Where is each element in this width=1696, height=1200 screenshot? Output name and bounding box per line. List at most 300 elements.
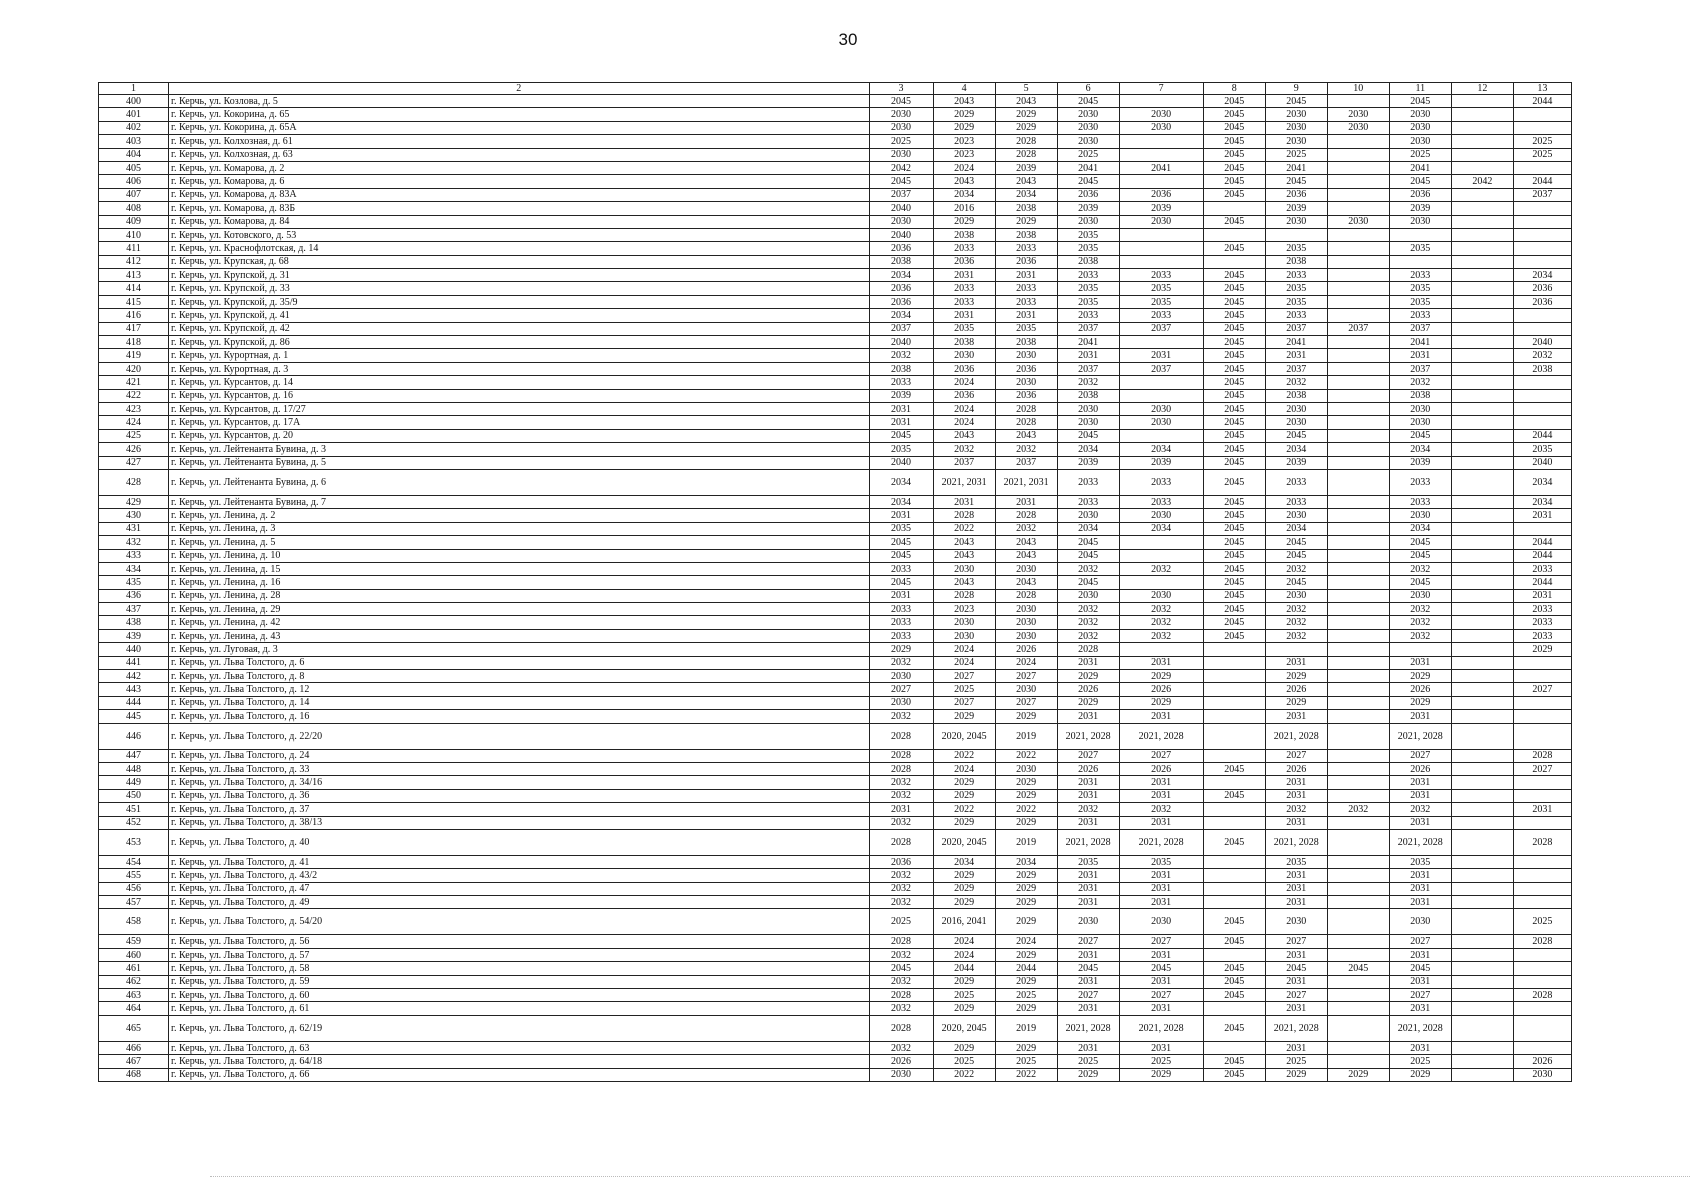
year-cell: 2028 <box>1513 935 1571 948</box>
address-cell: г. Керчь, ул. Льва Толстого, д. 6 <box>169 656 869 669</box>
year-cell: 2037 <box>1057 362 1119 375</box>
year-cell: 2043 <box>995 429 1057 442</box>
year-cell: 2035 <box>1119 282 1203 295</box>
year-cell: 2030 <box>1057 135 1119 148</box>
year-cell: 2034 <box>869 309 933 322</box>
year-cell: 2035 <box>1057 295 1119 308</box>
table-row <box>99 443 1572 456</box>
year-cell: 2027 <box>1389 749 1451 762</box>
row-number-cell: 410 <box>99 228 169 241</box>
year-cell <box>1203 749 1265 762</box>
year-cell: 2030 <box>1389 215 1451 228</box>
address-cell: г. Керчь, ул. Льва Толстого, д. 36 <box>169 789 869 802</box>
table-row <box>99 629 1572 642</box>
year-cell: 2034 <box>1513 495 1571 508</box>
year-cell <box>1513 242 1571 255</box>
table-row <box>99 816 1572 829</box>
year-cell <box>1451 1015 1513 1041</box>
year-cell: 2040 <box>869 456 933 469</box>
year-cell <box>1327 989 1389 1002</box>
row-number-cell: 457 <box>99 896 169 909</box>
year-cell: 2028 <box>995 589 1057 602</box>
year-cell: 2032 <box>869 975 933 988</box>
year-cell <box>1451 710 1513 723</box>
year-cell: 2030 <box>1389 135 1451 148</box>
year-cell: 2037 <box>1265 322 1327 335</box>
year-cell: 2031 <box>933 495 995 508</box>
year-cell: 2037 <box>1057 322 1119 335</box>
year-cell: 2024 <box>995 656 1057 669</box>
year-cell: 2029 <box>933 896 995 909</box>
year-cell <box>1119 95 1203 108</box>
year-cell: 2045 <box>1203 576 1265 589</box>
table-row <box>99 855 1572 868</box>
year-cell <box>1451 215 1513 228</box>
year-cell <box>1327 416 1389 429</box>
year-cell: 2028 <box>869 723 933 749</box>
year-cell: 2031 <box>1119 816 1203 829</box>
year-cell: 2024 <box>933 161 995 174</box>
year-cell: 2032 <box>1265 376 1327 389</box>
year-cell <box>1203 670 1265 683</box>
year-cell <box>1327 603 1389 616</box>
year-cell: 2030 <box>1327 108 1389 121</box>
year-cell: 2034 <box>1057 443 1119 456</box>
year-cell: 2027 <box>1265 935 1327 948</box>
year-cell: 2035 <box>1389 282 1451 295</box>
year-cell <box>1327 188 1389 201</box>
year-cell: 2033 <box>995 282 1057 295</box>
year-cell: 2045 <box>1203 389 1265 402</box>
table-row <box>99 456 1572 469</box>
year-cell: 2045 <box>1265 95 1327 108</box>
year-cell <box>1451 948 1513 961</box>
year-cell: 2033 <box>1057 269 1119 282</box>
year-cell <box>1327 429 1389 442</box>
row-number-cell: 420 <box>99 362 169 375</box>
year-cell <box>1327 1015 1389 1041</box>
table-row <box>99 562 1572 575</box>
row-number-cell: 438 <box>99 616 169 629</box>
year-cell <box>1327 816 1389 829</box>
table-row <box>99 829 1572 855</box>
year-cell <box>1451 1055 1513 1068</box>
address-cell: г. Керчь, ул. Лейтенанта Бувина, д. 7 <box>169 495 869 508</box>
year-cell: 2033 <box>1057 469 1119 495</box>
address-cell: г. Керчь, ул. Комарова, д. 83А <box>169 188 869 201</box>
year-cell: 2031 <box>1057 869 1119 882</box>
year-cell: 2045 <box>1203 175 1265 188</box>
year-cell: 2030 <box>1057 121 1119 134</box>
year-cell: 2033 <box>1265 469 1327 495</box>
year-cell: 2045 <box>1265 175 1327 188</box>
year-cell: 2027 <box>1057 989 1119 1002</box>
year-cell: 2045 <box>1203 762 1265 775</box>
year-cell: 2024 <box>933 656 995 669</box>
table-body <box>99 95 1572 1082</box>
year-cell: 2036 <box>1513 282 1571 295</box>
year-cell: 2045 <box>869 962 933 975</box>
year-cell: 2033 <box>1119 269 1203 282</box>
address-cell: г. Керчь, ул. Льва Толстого, д. 49 <box>169 896 869 909</box>
year-cell: 2045 <box>869 549 933 562</box>
year-cell <box>1327 228 1389 241</box>
year-cell: 2035 <box>1265 282 1327 295</box>
year-cell: 2045 <box>1057 549 1119 562</box>
table-row <box>99 215 1572 228</box>
year-cell: 2030 <box>1119 909 1203 935</box>
year-cell: 2029 <box>995 909 1057 935</box>
year-cell: 2021, 2028 <box>1057 829 1119 855</box>
year-cell: 2045 <box>1203 362 1265 375</box>
year-cell: 2035 <box>1057 855 1119 868</box>
year-cell: 2030 <box>1389 416 1451 429</box>
address-cell: г. Керчь, ул. Льва Толстого, д. 43/2 <box>169 869 869 882</box>
address-cell: г. Керчь, ул. Крупской, д. 86 <box>169 336 869 349</box>
year-cell: 2043 <box>933 429 995 442</box>
year-cell <box>1327 255 1389 268</box>
year-cell: 2045 <box>1119 962 1203 975</box>
address-cell: г. Керчь, ул. Льва Толстого, д. 37 <box>169 803 869 816</box>
table-row <box>99 696 1572 709</box>
year-cell: 2030 <box>869 108 933 121</box>
year-cell <box>1513 322 1571 335</box>
year-cell: 2036 <box>1513 295 1571 308</box>
year-cell: 2033 <box>1513 603 1571 616</box>
row-number-cell: 402 <box>99 121 169 134</box>
year-cell: 2031 <box>1265 869 1327 882</box>
year-cell: 2035 <box>1389 855 1451 868</box>
year-cell <box>1451 121 1513 134</box>
year-cell: 2025 <box>1513 135 1571 148</box>
year-cell: 2031 <box>1119 1002 1203 1015</box>
year-cell: 2022 <box>995 1068 1057 1081</box>
year-cell <box>1119 135 1203 148</box>
year-cell <box>1451 962 1513 975</box>
year-cell: 2032 <box>869 948 933 961</box>
year-cell: 2032 <box>1119 616 1203 629</box>
year-cell: 2041 <box>1265 161 1327 174</box>
year-cell: 2036 <box>1057 188 1119 201</box>
year-cell: 2045 <box>1203 269 1265 282</box>
year-cell: 2036 <box>995 389 1057 402</box>
year-cell: 2038 <box>869 255 933 268</box>
year-cell: 2030 <box>1265 909 1327 935</box>
address-cell: г. Керчь, ул. Курортная, д. 1 <box>169 349 869 362</box>
year-cell <box>1203 643 1265 656</box>
year-cell: 2021, 2028 <box>1265 1015 1327 1041</box>
year-cell: 2031 <box>1265 882 1327 895</box>
address-cell: г. Керчь, ул. Курсантов, д. 20 <box>169 429 869 442</box>
year-cell: 2036 <box>995 255 1057 268</box>
year-cell <box>1327 696 1389 709</box>
row-number-cell: 461 <box>99 962 169 975</box>
year-cell: 2027 <box>1265 749 1327 762</box>
year-cell: 2033 <box>1389 309 1451 322</box>
year-cell: 2034 <box>1513 269 1571 282</box>
year-cell <box>1327 789 1389 802</box>
year-cell: 2029 <box>1389 696 1451 709</box>
year-cell: 2040 <box>1513 336 1571 349</box>
table-row <box>99 723 1572 749</box>
year-cell: 2027 <box>1513 683 1571 696</box>
row-number-cell: 417 <box>99 322 169 335</box>
year-cell: 2028 <box>869 1015 933 1041</box>
year-cell: 2035 <box>1119 855 1203 868</box>
year-cell <box>1327 683 1389 696</box>
year-cell <box>1327 855 1389 868</box>
year-cell: 2029 <box>995 869 1057 882</box>
year-cell <box>1451 909 1513 935</box>
year-cell: 2032 <box>1265 562 1327 575</box>
table-row <box>99 762 1572 775</box>
year-cell: 2024 <box>933 643 995 656</box>
year-cell <box>1513 855 1571 868</box>
year-cell <box>1327 829 1389 855</box>
year-cell: 2045 <box>1203 589 1265 602</box>
year-cell <box>1451 95 1513 108</box>
column-header-6: 6 <box>1057 83 1119 95</box>
year-cell: 2039 <box>869 389 933 402</box>
year-cell <box>1451 495 1513 508</box>
row-number-cell: 450 <box>99 789 169 802</box>
year-cell <box>1327 776 1389 789</box>
row-number-cell: 431 <box>99 522 169 535</box>
year-cell: 2037 <box>1265 362 1327 375</box>
year-cell <box>1513 255 1571 268</box>
year-cell: 2045 <box>1203 975 1265 988</box>
year-cell <box>1451 896 1513 909</box>
year-cell <box>1451 789 1513 802</box>
row-number-cell: 448 <box>99 762 169 775</box>
year-cell: 2031 <box>1265 948 1327 961</box>
year-cell: 2038 <box>1057 255 1119 268</box>
year-cell <box>1451 376 1513 389</box>
address-cell: г. Керчь, ул. Ленина, д. 15 <box>169 562 869 575</box>
address-cell: г. Керчь, ул. Ленина, д. 28 <box>169 589 869 602</box>
year-cell: 2031 <box>1119 975 1203 988</box>
address-cell: г. Керчь, ул. Ленина, д. 42 <box>169 616 869 629</box>
year-cell: 2030 <box>1119 402 1203 415</box>
row-number-cell: 400 <box>99 95 169 108</box>
year-cell: 2031 <box>1389 656 1451 669</box>
year-cell: 2045 <box>1203 789 1265 802</box>
year-cell <box>1513 962 1571 975</box>
year-cell: 2032 <box>1265 603 1327 616</box>
year-cell: 2042 <box>1451 175 1513 188</box>
year-cell <box>1451 803 1513 816</box>
year-cell: 2033 <box>1265 309 1327 322</box>
year-cell <box>1451 975 1513 988</box>
address-cell: г. Керчь, ул. Льва Толстого, д. 8 <box>169 670 869 683</box>
year-cell: 2030 <box>869 121 933 134</box>
year-cell: 2032 <box>1265 803 1327 816</box>
year-cell: 2026 <box>1119 762 1203 775</box>
year-cell <box>1513 402 1571 415</box>
row-number-cell: 466 <box>99 1041 169 1054</box>
column-header-2: 2 <box>169 83 869 95</box>
year-cell: 2021, 2031 <box>933 469 995 495</box>
table-row <box>99 148 1572 161</box>
year-cell: 2029 <box>995 1041 1057 1054</box>
year-cell <box>1451 762 1513 775</box>
year-cell: 2034 <box>995 188 1057 201</box>
row-number-cell: 422 <box>99 389 169 402</box>
row-number-cell: 460 <box>99 948 169 961</box>
year-cell <box>1327 135 1389 148</box>
year-cell: 2035 <box>1389 295 1451 308</box>
address-cell: г. Керчь, ул. Ленина, д. 43 <box>169 629 869 642</box>
year-cell: 2043 <box>995 536 1057 549</box>
year-cell: 2045 <box>1203 215 1265 228</box>
year-cell: 2040 <box>1513 456 1571 469</box>
year-cell: 2045 <box>1203 536 1265 549</box>
year-cell: 2036 <box>869 282 933 295</box>
year-cell: 2029 <box>1057 670 1119 683</box>
year-cell: 2029 <box>933 710 995 723</box>
table-row <box>99 416 1572 429</box>
year-cell: 2025 <box>1389 148 1451 161</box>
year-cell: 2032 <box>1389 562 1451 575</box>
year-cell <box>1203 869 1265 882</box>
year-cell: 2037 <box>1513 188 1571 201</box>
year-cell: 2031 <box>1057 1041 1119 1054</box>
year-cell: 2045 <box>1203 108 1265 121</box>
year-cell: 2045 <box>1389 95 1451 108</box>
year-cell <box>1451 776 1513 789</box>
year-cell: 2028 <box>933 509 995 522</box>
year-cell: 2024 <box>933 402 995 415</box>
address-cell: г. Керчь, ул. Льва Толстого, д. 54/20 <box>169 909 869 935</box>
year-cell: 2025 <box>995 1055 1057 1068</box>
year-cell: 2032 <box>1119 803 1203 816</box>
year-cell: 2033 <box>1389 495 1451 508</box>
address-cell: г. Керчь, ул. Крупская, д. 68 <box>169 255 869 268</box>
row-number-cell: 414 <box>99 282 169 295</box>
row-number-cell: 465 <box>99 1015 169 1041</box>
year-cell: 2035 <box>869 443 933 456</box>
row-number-cell: 426 <box>99 443 169 456</box>
year-cell <box>1451 549 1513 562</box>
table-row <box>99 1015 1572 1041</box>
year-cell: 2032 <box>1389 616 1451 629</box>
year-cell <box>1265 643 1327 656</box>
table-row <box>99 202 1572 215</box>
year-cell: 2032 <box>869 816 933 829</box>
table-row <box>99 803 1572 816</box>
year-cell: 2045 <box>1203 242 1265 255</box>
year-cell: 2044 <box>933 962 995 975</box>
year-cell: 2033 <box>1265 269 1327 282</box>
year-cell: 2043 <box>933 576 995 589</box>
year-cell: 2036 <box>933 389 995 402</box>
year-cell <box>1119 429 1203 442</box>
row-number-cell: 401 <box>99 108 169 121</box>
year-cell: 2045 <box>1265 549 1327 562</box>
year-cell: 2027 <box>933 696 995 709</box>
year-cell <box>1513 121 1571 134</box>
year-cell: 2031 <box>1389 975 1451 988</box>
address-cell: г. Керчь, ул. Льва Толстого, д. 22/20 <box>169 723 869 749</box>
year-cell <box>1119 175 1203 188</box>
year-cell <box>1451 135 1513 148</box>
table-row <box>99 789 1572 802</box>
year-cell: 2031 <box>995 269 1057 282</box>
year-cell: 2045 <box>1203 161 1265 174</box>
year-cell: 2036 <box>869 855 933 868</box>
year-cell: 2045 <box>869 576 933 589</box>
address-cell: г. Керчь, ул. Колхозная, д. 63 <box>169 148 869 161</box>
year-cell: 2037 <box>995 456 1057 469</box>
year-cell <box>1203 882 1265 895</box>
year-cell <box>1513 161 1571 174</box>
row-number-cell: 464 <box>99 1002 169 1015</box>
table-row <box>99 536 1572 549</box>
year-cell <box>1451 589 1513 602</box>
table-row <box>99 896 1572 909</box>
year-cell <box>1327 1041 1389 1054</box>
year-cell: 2031 <box>1119 1041 1203 1054</box>
row-number-cell: 439 <box>99 629 169 642</box>
year-cell: 2045 <box>1057 536 1119 549</box>
table-row <box>99 389 1572 402</box>
year-cell <box>1451 1041 1513 1054</box>
year-cell <box>1451 829 1513 855</box>
year-cell <box>1513 670 1571 683</box>
year-cell: 2031 <box>933 269 995 282</box>
year-cell: 2034 <box>1057 522 1119 535</box>
year-cell: 2033 <box>1513 562 1571 575</box>
year-cell: 2032 <box>1327 803 1389 816</box>
year-cell <box>1327 670 1389 683</box>
column-header-10: 10 <box>1327 83 1389 95</box>
year-cell: 2045 <box>1203 309 1265 322</box>
year-cell: 2027 <box>1057 749 1119 762</box>
row-number-cell: 416 <box>99 309 169 322</box>
year-cell: 2029 <box>1057 696 1119 709</box>
year-cell: 2030 <box>1119 121 1203 134</box>
year-cell: 2035 <box>1265 242 1327 255</box>
year-cell: 2034 <box>995 855 1057 868</box>
year-cell: 2045 <box>1057 962 1119 975</box>
year-cell: 2033 <box>869 376 933 389</box>
year-cell: 2029 <box>933 882 995 895</box>
year-cell <box>1451 295 1513 308</box>
year-cell: 2030 <box>1119 108 1203 121</box>
year-cell <box>1327 762 1389 775</box>
year-cell: 2032 <box>995 522 1057 535</box>
year-cell: 2033 <box>869 562 933 575</box>
year-cell <box>1327 536 1389 549</box>
row-number-cell: 454 <box>99 855 169 868</box>
year-cell <box>1451 629 1513 642</box>
year-cell: 2032 <box>1057 562 1119 575</box>
year-cell: 2031 <box>1265 975 1327 988</box>
year-cell: 2036 <box>1119 188 1203 201</box>
year-cell: 2029 <box>1389 670 1451 683</box>
year-cell: 2045 <box>1203 135 1265 148</box>
address-cell: г. Керчь, ул. Льва Толстого, д. 60 <box>169 989 869 1002</box>
year-cell: 2032 <box>869 776 933 789</box>
column-header-4: 4 <box>933 83 995 95</box>
table-row <box>99 135 1572 148</box>
row-number-cell: 446 <box>99 723 169 749</box>
year-cell: 2041 <box>1389 161 1451 174</box>
year-cell: 2021, 2028 <box>1057 723 1119 749</box>
year-cell <box>1513 228 1571 241</box>
row-number-cell: 412 <box>99 255 169 268</box>
year-cell: 2032 <box>869 789 933 802</box>
